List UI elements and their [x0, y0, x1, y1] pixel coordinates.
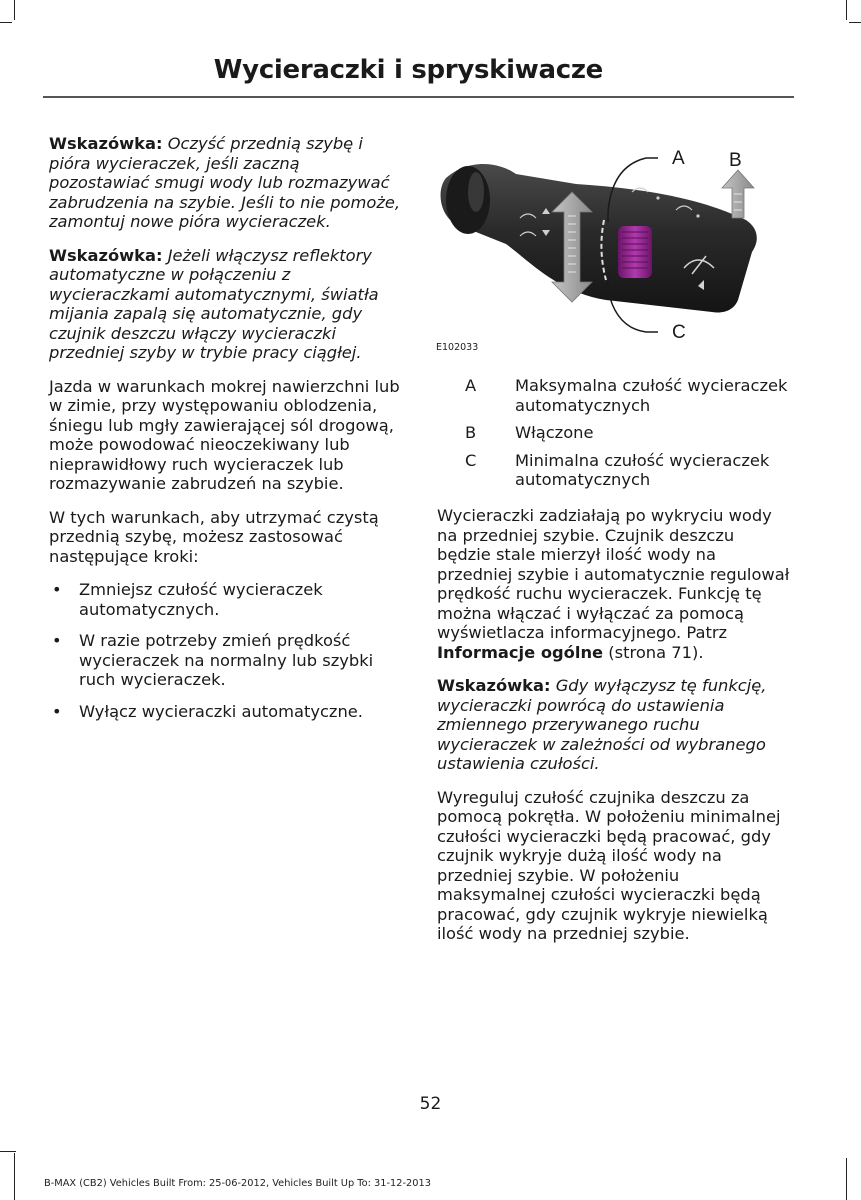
legend-key: A [465, 376, 477, 395]
paragraph-adjust-sensitivity: Wyreguluj czułość czujnika deszczu za pomocą pokrętła. W położeniu minimalnej czułości wycieraczki będą pracować, gdy czujnik wykryje dużą ilość wody na przedniej szybie. W położeniu maksymalnej czułości wycieraczki będą pracować, gdy czujnik wykryje niewielką ilość wody na przedniej szybie. [437, 787, 781, 943]
bullet-icon: • [52, 631, 62, 650]
note-1-label: Wskazówka: [49, 134, 163, 153]
note-1-text: Oczyść przednią szybę i pióra wycieraczek, jeśli zaczną pozostawiać smugi wody lub rozmazywać zabrudzenia na szybie. Jeśli to nie pomoże, zamontuj nowe pióra wycieraczek. [49, 134, 401, 231]
crop-mark [14, 1153, 15, 1200]
list-item-text: Zmniejsz czułość wycieraczek automatycznych. [79, 580, 323, 619]
list-item [49, 702, 404, 722]
crop-mark [14, 0, 15, 20]
bullet-icon: • [52, 580, 62, 599]
paragraph-winter-conditions: Jazda w warunkach mokrej nawierzchni lub w zimie, przy występowaniu oblodzenia, śniegu lub mgły zawierającej sól drogową, może powodować nieoczekiwany lub nieprawidłowy ruch wycieraczek lub rozmazywanie zabrudzeń na szybie. [49, 376, 400, 493]
list-item-text: Wyłącz wycieraczki automatyczne. [79, 701, 363, 721]
label-c: C [672, 322, 686, 343]
note-2 [49, 246, 404, 363]
legend-key: C [465, 450, 477, 470]
header-divider [43, 96, 794, 98]
right-column [437, 506, 792, 958]
legend-key: B [465, 423, 477, 442]
paragraph-steps-intro: W tych warunkach, aby utrzymać czystą przednią szybę, możesz zastosować następujące kroki: [49, 507, 379, 566]
steps-list [49, 580, 404, 721]
crop-mark [846, 1158, 847, 1200]
legend-row [437, 376, 797, 415]
cross-reference-link[interactable]: Informacje ogólne [437, 642, 604, 662]
note-3-text: Gdy wyłączysz tę funkcję, wycieraczki powrócą do ustawienia zmiennego przerywanego ruchu wycieraczek w zależności od wybranego ustawienia czułości. [437, 676, 767, 773]
crop-mark [0, 22, 12, 23]
label-a: A [672, 148, 685, 169]
crop-mark [849, 22, 861, 23]
legend-row [437, 451, 797, 490]
figure-id: E102033 [436, 342, 479, 353]
bullet-icon: • [52, 701, 62, 721]
paragraph-rain-sensor [437, 506, 792, 662]
legend-text: Maksymalna czułość wycieraczek automatycznych [515, 376, 788, 415]
note-1 [49, 134, 404, 232]
legend-row [437, 423, 797, 443]
note-2-label: Wskazówka: [49, 245, 163, 265]
paragraph-rain-sensor-page: (strona 71). [603, 642, 704, 662]
page-title: Wycieraczki i spryskiwacze [213, 55, 603, 85]
list-item [49, 580, 404, 619]
left-column [49, 134, 404, 733]
legend-text: Minimalna czułość wycieraczek automatycznych [515, 450, 770, 489]
legend-text: Włączone [515, 423, 594, 442]
crop-mark [0, 1151, 16, 1152]
note-3 [437, 676, 792, 774]
sensitivity-knob [618, 226, 652, 278]
stalk-base [446, 166, 490, 234]
paragraph-rain-sensor-text: Wycieraczki zadziałają po wykryciu wody na przedniej szybie. Czujnik deszczu będzie stale mierzył ilość wody na przedniej szybie i automatycznie regulował prędkość ruchu wycieraczek. Funkcję tę można włączać i wyłączać za pomocą wyświetlacza informacyjnego. Patrz [437, 506, 790, 642]
note-2-text: Jeżeli włączysz reflektory automatyczne w połączeniu z wycieraczkami automatycznymi, światła mijania zapalą się automatycznie, gdy czujnik deszczu włączy wycieraczki przedniej szyby w trybie pracy ciągłej. [49, 245, 379, 362]
wiper-stalk-illustration [436, 140, 794, 358]
label-b: B [729, 150, 742, 171]
note-3-label: Wskazówka: [437, 676, 551, 695]
list-item [49, 631, 404, 690]
footer-text: B-MAX (CB2) Vehicles Built From: 25-06-2012, Vehicles Built Up To: 31-12-2013 [44, 1178, 431, 1189]
legend-table [437, 376, 797, 498]
crop-mark [846, 0, 847, 20]
list-item-text: W razie potrzeby zmień prędkość wycieraczek na normalny lub szybki ruch wycieraczek. [79, 631, 374, 689]
page-number: 52 [419, 1094, 442, 1114]
